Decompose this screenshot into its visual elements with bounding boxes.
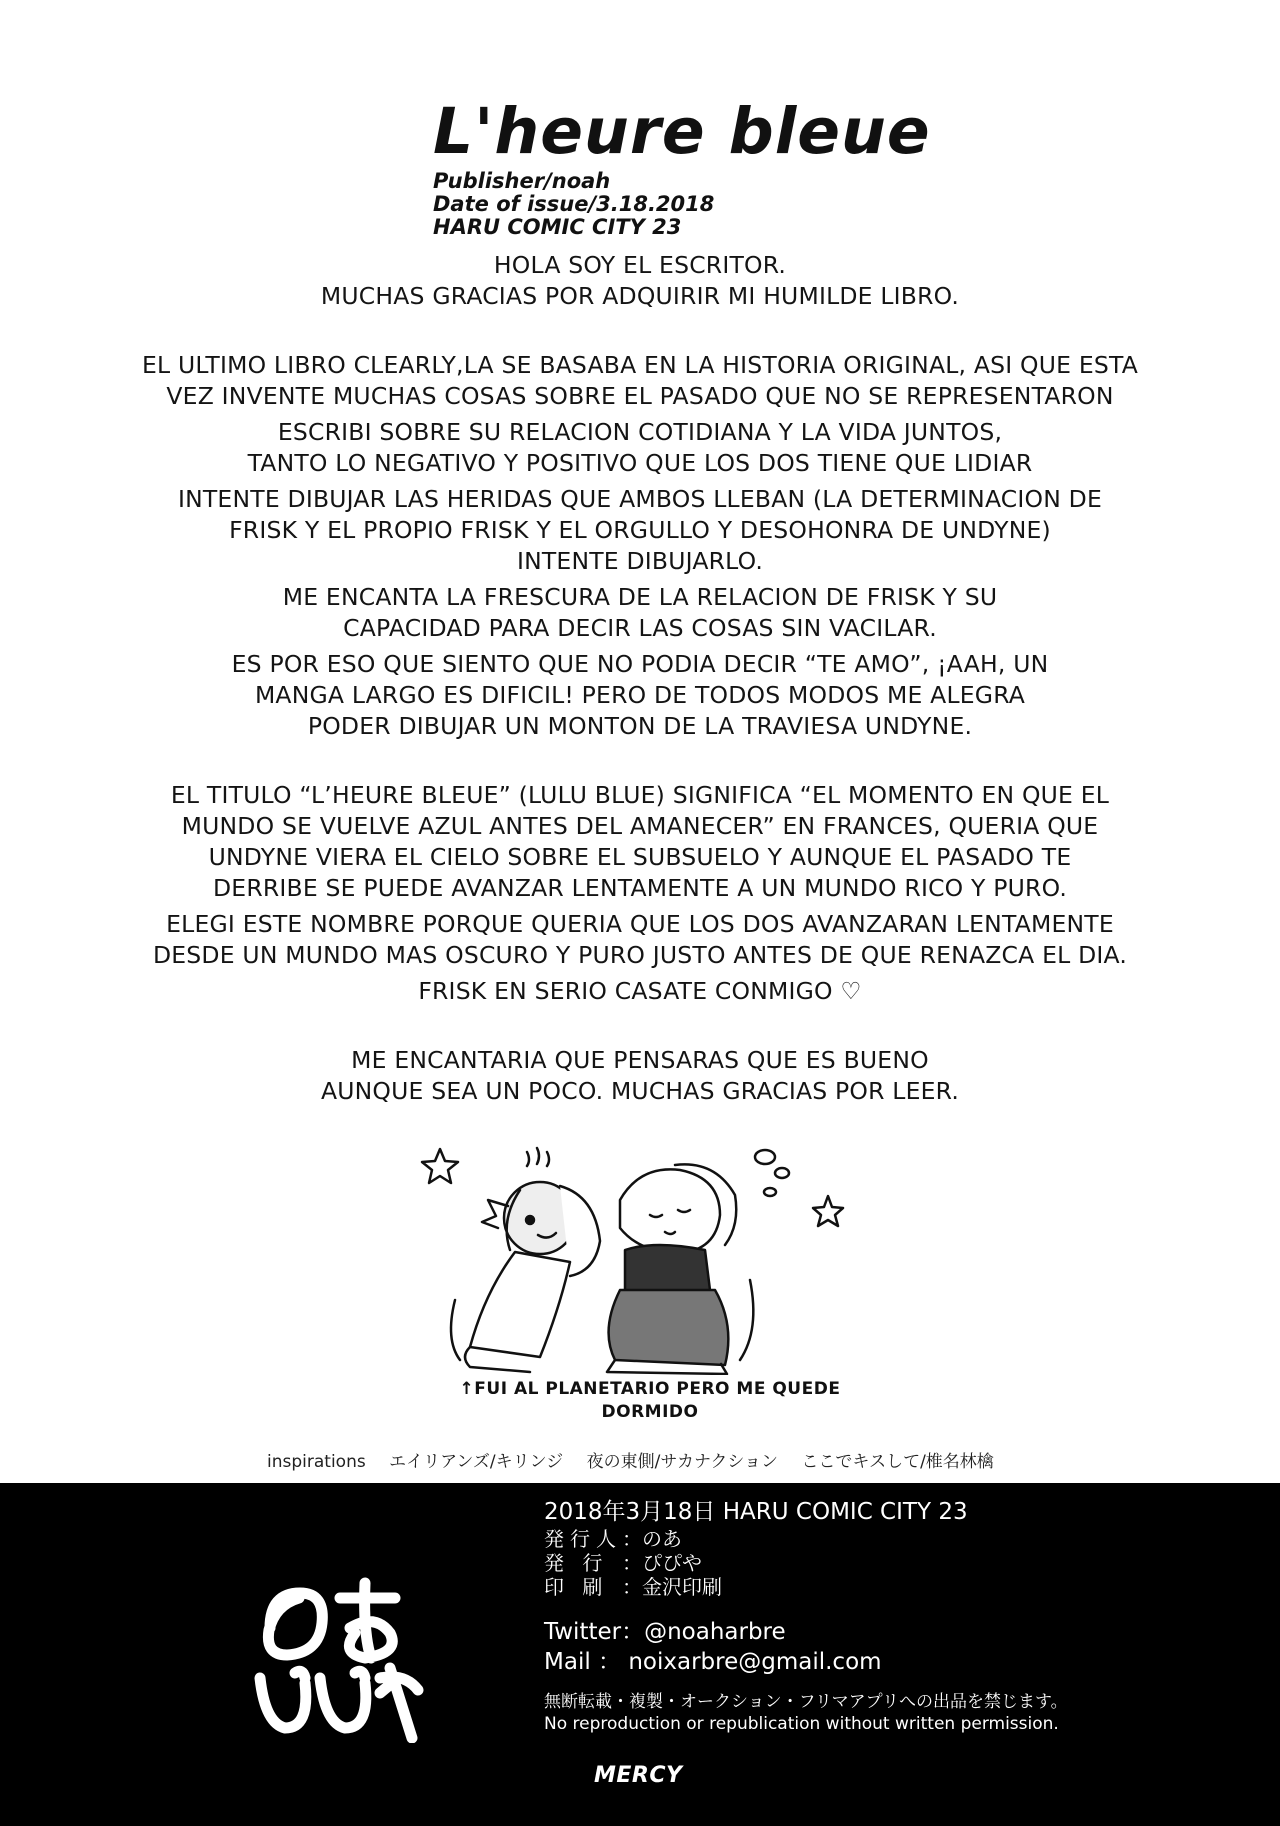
te-amo-paragraph xyxy=(0,649,1280,742)
book-title: L'heure bleue xyxy=(433,95,931,168)
inspirations-line xyxy=(267,1447,1012,1472)
afterword-text xyxy=(0,250,1280,1107)
mail-contact: Mail ： noixarbre@gmail.com xyxy=(544,1649,882,1675)
text-line: AUNQUE SEA UN POCO. MUCHAS GRACIAS POR LEER. xyxy=(320,1077,960,1105)
issue-date-line: 2018年3月18日 HARU COMIC CITY 23 xyxy=(544,1499,968,1525)
circle-logo xyxy=(240,1558,430,1743)
text-line: TANTO LO NEGATIVO Y POSITIVO QUE LOS DOS TIENE QUE LIDIAR xyxy=(247,449,1033,477)
colophon-details xyxy=(544,1497,1068,1735)
snore-bubble-icon xyxy=(775,1168,789,1178)
proposal-line xyxy=(0,976,1280,1007)
colophon-header xyxy=(433,96,931,239)
text-line: VEZ INVENTE MUCHAS COSAS SOBRE EL PASADO QUE NO SE REPRESENTARON xyxy=(166,382,1114,410)
inspiration-item: エイリアンズ/キリンジ xyxy=(389,1452,564,1472)
credit-value: ：ぴぴや xyxy=(622,1551,702,1575)
illustration-caption xyxy=(440,1378,860,1424)
text-line: MUCHAS GRACIAS POR ADQUIRIR MI HUMILDE LIBRO. xyxy=(320,282,960,310)
text-line: MANGA LARGO ES DIFICIL! PERO DE TODOS MODOS ME ALEGRA xyxy=(254,681,1026,709)
title-meaning-paragraph xyxy=(0,780,1280,904)
sleeping-characters-illustration xyxy=(420,1140,870,1375)
text-line: ELEGI ESTE NOMBRE PORQUE QUERIA QUE LOS DOS AVANZARAN LENTAMENTE xyxy=(166,910,1114,938)
colophon-footer xyxy=(0,1483,1280,1826)
greeting-paragraph xyxy=(0,250,1280,312)
previous-book-paragraph xyxy=(0,350,1280,412)
frisk-paragraph xyxy=(0,582,1280,644)
text-line: ME ENCANTARIA QUE PENSARAS QUE ES BUENO xyxy=(351,1046,929,1074)
text-line: EL ULTIMO LIBRO CLEARLY,LA SE BASABA EN LA HISTORIA ORIGINAL, ASI QUE ESTA xyxy=(141,351,1139,379)
credit-key: 印 刷 xyxy=(544,1575,609,1599)
credit-line xyxy=(544,1575,1068,1599)
snore-bubble-icon xyxy=(764,1188,776,1196)
book-meta xyxy=(433,170,931,239)
relationship-paragraph xyxy=(0,417,1280,479)
name-choice-paragraph xyxy=(0,909,1280,971)
snore-bubble-icon xyxy=(755,1150,775,1164)
credit-value: ：金沢印刷 xyxy=(622,1575,722,1599)
twitter-contact: Twitter：@noaharbre xyxy=(544,1619,786,1645)
text-line: FRISK Y EL PROPIO FRISK Y EL ORGULLO Y DESOHONRA DE UNDYNE) xyxy=(229,516,1051,544)
brand-mark: MERCY xyxy=(594,1763,683,1788)
text-line: FRISK EN SERIO CASATE CONMIGO ♡ xyxy=(418,977,862,1005)
text-line: HOLA SOY EL ESCRITOR. xyxy=(493,251,787,279)
text-line: MUNDO SE VUELVE AZUL ANTES DEL AMANECER” EN FRANCES, QUERIA QUE xyxy=(181,812,1099,840)
caption-line: DORMIDO xyxy=(601,1402,699,1422)
credit-line xyxy=(544,1551,1068,1575)
inspirations-label: inspirations xyxy=(267,1452,366,1472)
date-of-issue-line: Date of issue/3.18.2018 xyxy=(433,192,715,216)
copyright-notice-en: No reproduction or republication without written permission. xyxy=(544,1714,1059,1734)
credit-value: ：のあ xyxy=(622,1527,682,1551)
text-line: PODER DIBUJAR UN MONTON DE LA TRAVIESA UNDYNE. xyxy=(307,712,973,740)
text-line: UNDYNE VIERA EL CIELO SOBRE EL SUBSUELO Y AUNQUE EL PASADO TE xyxy=(208,843,1072,871)
text-line: DESDE UN MUNDO MAS OSCURO Y PURO JUSTO ANTES DE QUE RENAZCA EL DIA. xyxy=(152,941,1128,969)
inspiration-item: 夜の東側/サカナクション xyxy=(586,1452,779,1472)
copyright-notice-jp: 無断転載・複製・オークション・フリマアプリへの出品を禁じます。 xyxy=(544,1692,1068,1712)
event-line: HARU COMIC CITY 23 xyxy=(433,215,682,239)
text-line: ME ENCANTA LA FRESCURA DE LA RELACION DE FRISK Y SU xyxy=(282,583,998,611)
text-line: INTENTE DIBUJAR LAS HERIDAS QUE AMBOS LLEBAN (LA DETERMINACION DE xyxy=(177,485,1103,513)
text-line: EL TITULO “L’HEURE BLEUE” (LULU BLUE) SIGNIFICA “EL MOMENTO EN QUE EL xyxy=(170,781,1110,809)
text-line: INTENTE DIBUJARLO. xyxy=(516,547,764,575)
credit-line xyxy=(544,1527,1068,1551)
publisher-line: Publisher/noah xyxy=(433,169,611,193)
text-line: ESCRIBI SOBRE SU RELACION COTIDIANA Y LA VIDA JUNTOS, xyxy=(277,418,1003,446)
caption-line: ↑FUI AL PLANETARIO PERO ME QUEDE xyxy=(459,1379,841,1399)
inspiration-item: ここでキスして/椎名林檎 xyxy=(801,1452,994,1472)
credit-key: 発 行 xyxy=(544,1551,609,1575)
wounds-paragraph xyxy=(0,484,1280,577)
star-icon xyxy=(813,1196,843,1226)
star-icon xyxy=(422,1149,458,1183)
credit-key: 発行人 xyxy=(544,1527,622,1551)
text-line: DERRIBE SE PUEDE AVANZAR LENTAMENTE A UN MUNDO RICO Y PURO. xyxy=(212,874,1067,902)
text-line: CAPACIDAD PARA DECIR LAS COSAS SIN VACILAR. xyxy=(343,614,937,642)
closing-paragraph xyxy=(0,1045,1280,1107)
text-line: ES POR ESO QUE SIENTO QUE NO PODIA DECIR “TE AMO”, ¡AAH, UN xyxy=(231,650,1049,678)
